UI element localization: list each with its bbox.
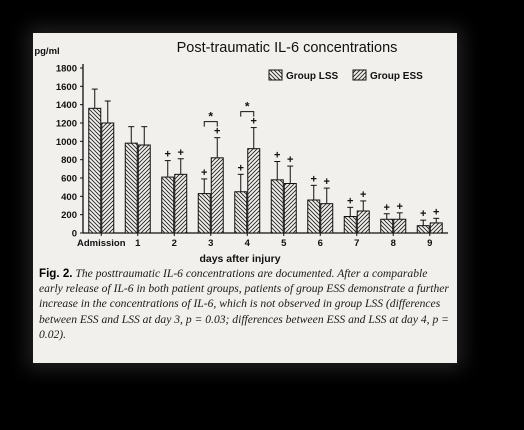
- bar: [211, 158, 223, 233]
- bar: [89, 108, 101, 233]
- bar: [394, 219, 406, 233]
- x-tick-label: 9: [427, 238, 433, 249]
- x-tick-label: 7: [354, 238, 360, 249]
- legend-swatch: [269, 70, 282, 80]
- bar: [235, 192, 247, 233]
- figure-number: Fig. 2.: [39, 267, 73, 280]
- plus-marker: +: [323, 176, 330, 189]
- bar: [198, 194, 210, 233]
- plus-marker: +: [250, 115, 257, 128]
- bar: [271, 180, 283, 233]
- plus-marker: +: [347, 195, 354, 208]
- bar: [248, 149, 260, 233]
- figure-caption: [39, 266, 453, 342]
- plus-marker: +: [201, 166, 208, 179]
- plus-marker: +: [420, 208, 427, 221]
- plus-marker: +: [433, 206, 440, 219]
- bar: [321, 204, 333, 233]
- y-tick-label: 1000: [55, 136, 77, 148]
- scanned-figure-page: [33, 33, 457, 363]
- plus-marker: +: [360, 188, 367, 201]
- plus-marker: +: [383, 201, 390, 214]
- bar: [308, 200, 320, 233]
- bar: [381, 219, 393, 233]
- x-tick-label: 6: [317, 238, 323, 249]
- plus-marker: +: [164, 148, 171, 161]
- x-axis-label: days after injury: [199, 253, 281, 265]
- legend-label: Group LSS: [286, 71, 339, 82]
- plus-marker: +: [274, 149, 281, 162]
- bar: [284, 184, 296, 234]
- y-tick-label: 600: [61, 173, 77, 185]
- x-tick-label: 4: [244, 238, 250, 249]
- y-tick-label: 200: [61, 210, 77, 222]
- y-tick-label: 400: [61, 191, 77, 203]
- x-tick-label: 5: [281, 238, 287, 249]
- y-tick-label: 1200: [55, 118, 77, 130]
- bar: [175, 174, 187, 233]
- y-tick-label: 1400: [55, 100, 77, 112]
- legend-swatch: [353, 70, 366, 80]
- bar: [417, 226, 429, 233]
- bar: [430, 223, 442, 233]
- significance-marker: *: [208, 109, 214, 124]
- x-tick-label: 1: [135, 238, 141, 249]
- x-tick-label: Admission: [76, 238, 126, 249]
- bar: [138, 145, 150, 233]
- bar: [344, 217, 356, 234]
- bar: [125, 143, 137, 233]
- plus-marker: +: [214, 125, 221, 138]
- y-tick-label: 0: [71, 228, 77, 240]
- plus-marker: +: [396, 200, 403, 213]
- y-axis-unit-label: pg/ml: [34, 46, 60, 57]
- significance-marker: *: [244, 99, 250, 114]
- x-tick-label: 2: [171, 238, 177, 249]
- chart-title: Post-traumatic IL-6 concentrations: [176, 40, 398, 56]
- y-tick-label: 800: [61, 155, 77, 167]
- bar: [162, 177, 174, 233]
- x-tick-label: 3: [208, 238, 214, 249]
- plus-marker: +: [177, 146, 184, 159]
- caption-text: The posttraumatic IL-6 concentrations are documented. After a comparable early release of IL-6 in both patient groups, patients of group ESS demonstrate a further increase in the concentrations of IL-6, which is not observed in group LSS (differences between ESS and LSS at day 3, p = 0.03; differences between ESS and LSS at day 4, p = 0.02).: [39, 267, 449, 341]
- y-tick-label: 1800: [55, 63, 77, 75]
- y-tick-label: 1600: [55, 81, 77, 93]
- plus-marker: +: [287, 154, 294, 167]
- legend-label: Group ESS: [370, 71, 423, 82]
- chart-area: [33, 33, 457, 268]
- bar: [102, 123, 114, 233]
- x-tick-label: 8: [390, 238, 396, 249]
- plus-marker: +: [310, 173, 317, 186]
- il6-bar-chart: [33, 33, 457, 268]
- plus-marker: +: [237, 162, 244, 175]
- bar: [357, 211, 369, 233]
